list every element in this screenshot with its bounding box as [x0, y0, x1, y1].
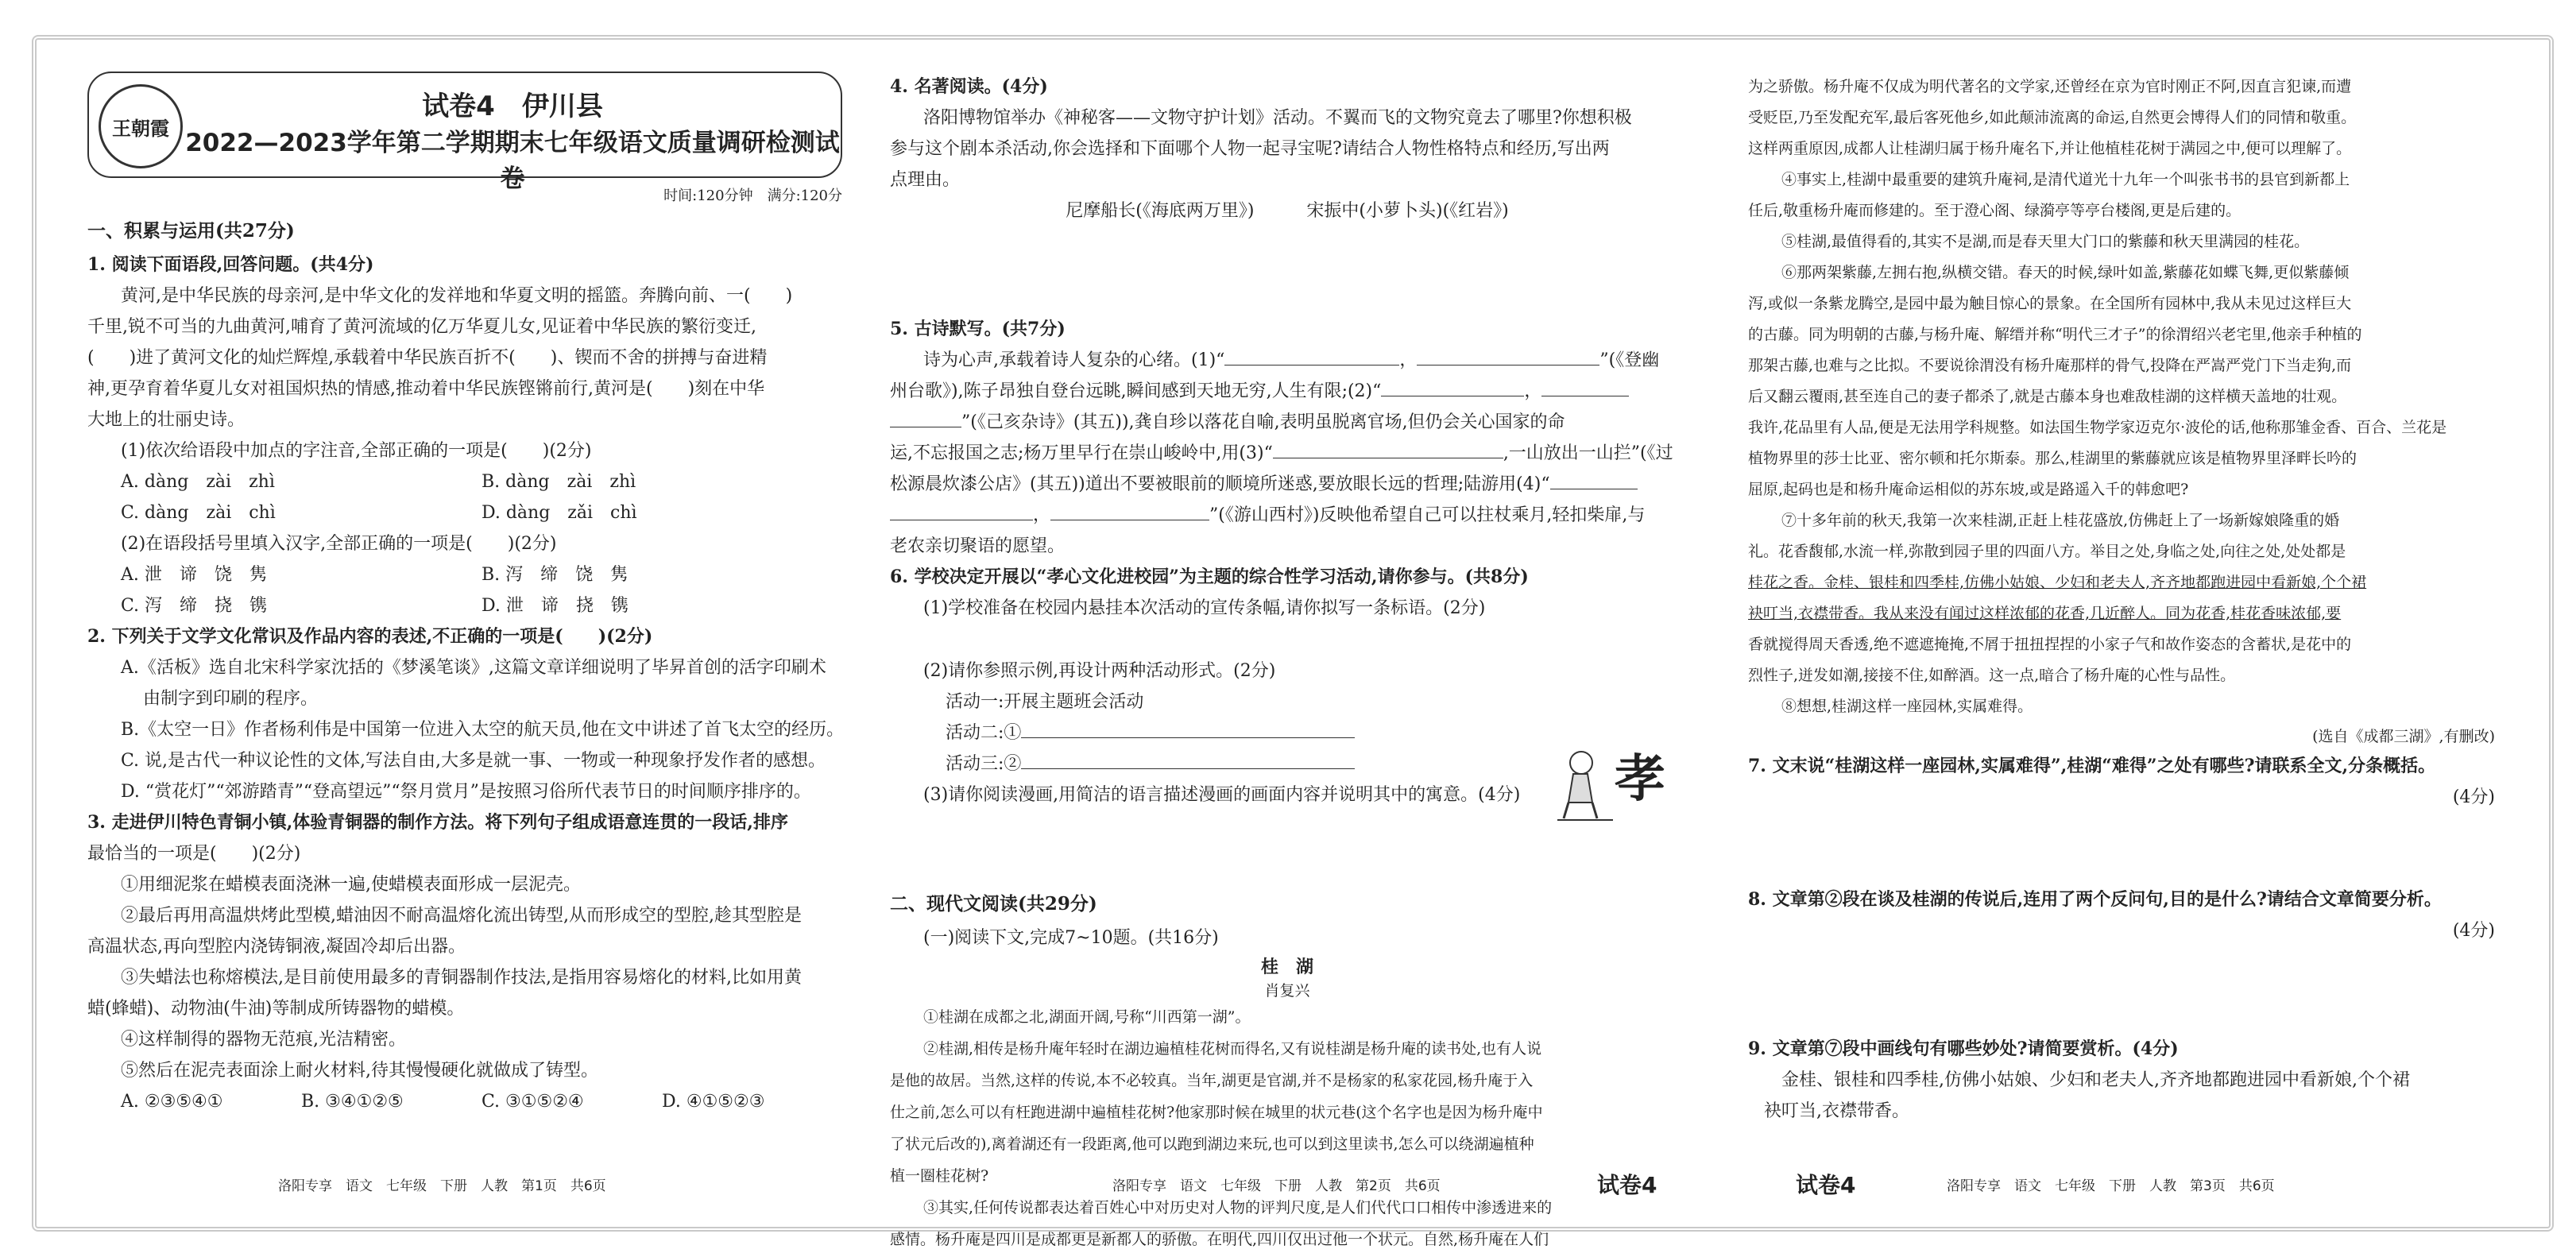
title-box: [87, 72, 842, 193]
text-line: 最恰当的一项是( )(2分): [87, 844, 301, 864]
option-item[interactable]: A. dàng zài zhì: [121, 472, 275, 492]
footer-tag: 试卷4: [1796, 1172, 1856, 1198]
q7-heading: 7. 文末说“桂湖这样一座园林,实属难得”,桂湖“难得”之处有哪些?请联系全文,分条概括。: [1748, 756, 2436, 776]
comic-character: 孝: [1615, 750, 1665, 809]
answer-space: [890, 226, 1684, 314]
q4-text: 洛阳博物馆举办《神秘客——文物守护计划》活动。不翼而飞的文物究竟去了哪里?你想积极: [923, 108, 1632, 128]
article-body: [890, 1001, 1684, 1255]
q9-heading: 9. 文章第⑦段中画线句有哪些妙处?请简要赏析。(4分): [1748, 1038, 2179, 1059]
text-line: ②最后再用高温烘烤此型模,蜡油因不耐高温熔化流出铸型,从而形成空的型腔,趁其型腔是: [121, 906, 802, 926]
activity-1: 活动一:开展主题班会活动: [946, 692, 1144, 712]
option-row: [87, 1086, 842, 1117]
question-heading: 2. 下列关于文学文化常识及作品内容的表述,不正确的一项是( )(2分): [87, 626, 653, 647]
comic-figure-body: [1568, 774, 1592, 803]
answer-space: [1748, 946, 2495, 1034]
article-line: 仕之前,怎么可以有枉跑进湖中遍植桂花树?他家那时候在城里的状元巷(这个名字也是因为杨升庵中: [890, 1104, 1543, 1121]
q8-heading: 8. 文章第②段在谈及桂湖的传说后,连用了两个反问句,目的是什么?请结合文章简要分析。: [1748, 889, 2442, 910]
exam-subtitle: 2022—2023学年第二学期期末七年级语文质量调研检测试卷: [185, 129, 840, 193]
text-line: 由制字到印刷的程序。: [143, 689, 319, 709]
article-body-continued: [1748, 72, 2495, 722]
article-line: 袂叮当,衣襟带香。我从来没有闻过这样浓郁的花香,几近醉人。同为花香,桂花香味浓郁,要: [1748, 605, 2342, 622]
comic-figure-head: [1570, 752, 1592, 774]
article-line: 任后,敬重杨升庵而修建的。至于澄心阁、绿漪亭等亭台楼阁,更是后建的。: [1748, 202, 2241, 219]
q9-quote: 金桂、银桂和四季桂,仿佛小姑娘、少妇和老夫人,齐齐地都跑进园中看新娘,个个裙: [1781, 1070, 2410, 1090]
text-line: ( )进了黄河文化的灿烂辉煌,承载着中华民族百折不( )、锲而不舍的拼搏与奋进精: [87, 348, 768, 368]
text-line: B.《太空一日》作者杨利伟是中国第一位进入太空的航天员,他在文中讲述了首飞太空的经历。: [121, 720, 845, 740]
q7-score: (4分): [2452, 787, 2495, 807]
article-line: ⑥那两架紫藤,左拥右抱,纵横交错。春天的时候,绿叶如盖,紫藤花如蝶飞舞,更似紫藤倾: [1781, 264, 2350, 281]
text-line: (2)在语段括号里填入汉字,全部正确的一项是( )(2分): [121, 534, 557, 554]
text-line: D. “赏花灯”“郊游踏青”“登高望远”“祭月赏月”是按照习俗所代表节日的时间顺序排序的。: [121, 782, 811, 802]
q5-text: 运,不忘报国之志;杨万里早行在崇山峻岭中,用(3)“: [890, 443, 1273, 463]
option-item[interactable]: C. 泻 缔 挠 镌: [121, 596, 268, 616]
q5-text: 诗为心声,承载着诗人复杂的心绪。(1)“: [923, 350, 1225, 370]
text-line: 高温状态,再向型腔内浇铸铜液,凝固冷却后出器。: [87, 937, 466, 957]
text-line: C. 说,是古代一种议论性的文体,写法自由,大多是就一事、一物或一种现象抒发作者的感想。: [121, 751, 826, 771]
footer-page-2: 洛阳专享 语文 七年级 下册 人教 第2页 共6页: [1112, 1178, 1441, 1194]
q6-heading: 6. 学校决定开展以“孝心文化进校园”为主题的综合性学习活动,请你参与。(共8分): [890, 567, 1529, 587]
text-line: ①用细泥浆在蜡模表面浇淋一遍,使蜡模表面形成一层泥壳。: [121, 875, 581, 895]
option-item[interactable]: D. dàng zǎi chì: [482, 503, 637, 523]
q6-part1: (1)学校准备在校园内悬挂本次活动的宣传条幅,请你拟写一条标语。(2分): [923, 598, 1486, 618]
footer-tag: 试卷4: [1597, 1172, 1657, 1198]
option-item[interactable]: C. dàng zài chì: [121, 503, 276, 523]
article-line: 感情。杨升庵是四川是成都更是新都人的骄傲。在明代,四川仅出过他一个状元。自然,杨升庵在人们: [890, 1231, 1549, 1248]
q4-heading: 4. 名著阅读。(4分): [890, 76, 1048, 97]
text-line: 大地上的壮丽史诗。: [87, 410, 246, 430]
q5-text: ,一山放出一山拦”(《过: [1503, 443, 1673, 463]
option-item[interactable]: C. ③①⑤②④: [482, 1092, 584, 1112]
activity-label: 活动三:②: [946, 754, 1022, 774]
article-line: 礼。花香馥郁,水流一样,弥散到园子里的四面八方。举目之处,身临之处,向往之处,处处都是: [1748, 543, 2346, 560]
text-line: 神,更孕育着华夏儿女对祖国炽热的情感,推动着中华民族铿锵前行,黄河是( )刻在中华: [87, 379, 765, 399]
option-row: [87, 466, 842, 497]
article-source: (选自《成都三湖》,有删改): [2312, 728, 2495, 745]
article-line: 烈性子,迸发如潮,接接不住,如醉酒。这一点,暗合了杨升庵的心性与品性。: [1748, 667, 2236, 684]
answer-blank[interactable]: [1021, 737, 1355, 738]
article-line: 的古藤。同为明朝的古藤,与杨升庵、解缙并称“明代三才子”的徐渭绍兴老宅里,他亲手种植的: [1748, 326, 2362, 343]
q9-quote: 袂叮当,衣襟带香。: [1764, 1101, 1909, 1121]
option-row: [87, 590, 842, 621]
q5-text: 老农亲切聚语的愿望。: [890, 536, 1066, 556]
article-line: 那架古藤,也难与之比拟。不要说徐渭没有杨升庵那样的骨气,投降在严嵩严党门下当走狗,而: [1748, 357, 2352, 374]
article-line: 香就搅得周天香透,绝不遮遮掩掩,不屑于扭扭捏捏的小家子气和故作姿态的含蓄状,是花中的: [1748, 636, 2352, 653]
text-line: 千里,锐不可当的九曲黄河,哺育了黄河流域的亿万华夏儿女,见证着中华民族的繁衍变迁,: [87, 317, 756, 337]
q4-text: 参与这个剧本杀活动,你会选择和下面哪个人物一起寻宝呢?请结合人物性格特点和经历,写出两: [890, 139, 1610, 159]
q5-text: ”(《登幽: [1599, 350, 1660, 370]
activity-label: 活动二:①: [946, 723, 1022, 743]
article-line: 植物界里的莎士比亚、密尔顿和托尔斯泰。那么,桂湖里的紫藤就应该是植物界里泽畔长吟的: [1748, 450, 2357, 467]
q5-text: 松源晨炊漆公店》(其五))道出不要被眼前的顺境所迷惑,要放眼长远的哲理;陆游用(4)“: [890, 474, 1550, 494]
column-3: [1748, 72, 2495, 1168]
article-line: ④事实上,桂湖中最重要的建筑升庵祠,是清代道光十九年一个叫张书书的县官到新都上: [1781, 171, 2350, 188]
q5-heading: 5. 古诗默写。(共7分): [890, 319, 1066, 339]
option-item[interactable]: A. 泄 谛 饶 隽: [121, 565, 267, 585]
column-1: [87, 72, 845, 1168]
q4-choices: 尼摩船长(《海底两万里》) 宋振中(小萝卜头)(《红岩》): [1066, 201, 1509, 221]
option-item[interactable]: A. ②③⑤④①: [121, 1092, 223, 1112]
section-heading: 一、积累与运用(共27分): [87, 220, 295, 242]
text-line: A.《活板》选自北宋科学家沈括的《梦溪笔谈》,这篇文章详细说明了毕昇首创的活字印刷术: [121, 658, 826, 678]
article-line: 这样两重原因,成都人让桂湖归属于杨升庵名下,并让他植桂花树于满园之中,便可以理解了。: [1748, 140, 2352, 157]
option-row: [87, 497, 842, 528]
q5-text: 州台歌》),陈子昂独自登台远眺,瞬间感到天地无穷,人生有限;(2)“: [890, 381, 1382, 401]
q5-line: [890, 438, 1684, 469]
q5-line: ， ”(《游山西村》)反映他希望自己可以拄杖乘月,轻扣柴扉,与: [890, 500, 1684, 531]
q5-text: ”(《游山西村》)反映他希望自己可以拄杖乘月,轻扣柴扉,与: [1209, 505, 1646, 525]
q6-part3: (3)请你阅读漫画,用简洁的语言描述漫画的画面内容并说明其中的寓意。(4分): [923, 785, 1521, 805]
article-line: 了状元后改的),离着湖还有一段距离,他可以跑到湖边来玩,也可以到这里读书,怎么可以绕湖遍植种: [890, 1135, 1534, 1153]
article-line: 为之骄傲。杨升庵不仅成为明代著名的文学家,还曾经在京为官时刚正不阿,因直言犯谏,而遭: [1748, 78, 2352, 95]
option-item[interactable]: D. ④①⑤②③: [662, 1092, 765, 1112]
article-line: ⑦十多年前的秋天,我第一次来桂湖,正赶上桂花盛放,仿佛赶上了一场新嫁娘隆重的婚: [1781, 512, 2340, 529]
text-line: ⑤然后在泥壳表面涂上耐火材料,待其慢慢硬化就做成了铸型。: [121, 1061, 598, 1081]
answer-space: [890, 624, 1684, 656]
subsection-heading: (一)阅读下文,完成7~10题。(共16分): [923, 928, 1219, 948]
logo: 王朝霞: [99, 84, 183, 168]
question-heading: 3. 走进伊川特色青铜小镇,体验青铜器的制作方法。将下列句子组成语意连贯的一段话,排序: [87, 812, 788, 833]
section-2-heading: 二、现代文阅读(共29分): [890, 893, 1097, 915]
q6-part2: (2)请你参照示例,再设计两种活动形式。(2分): [923, 661, 1276, 681]
text-line: (1)依次给语段中加点的字注音,全部正确的一项是( )(2分): [121, 441, 592, 461]
column-1-body: [87, 213, 845, 1117]
text-line: ③失蜡法也称熔模法,是目前使用最多的青铜器制作技法,是指用容易熔化的材料,比如用黄: [121, 968, 802, 988]
comic-figure-legs: [1564, 803, 1597, 818]
article-line: 受贬臣,乃至发配充军,最后客死他乡,如此颠沛流离的命运,自然更会博得人们的同情和敬重。: [1748, 109, 2357, 126]
article-line: 植一圈桂花树?: [890, 1167, 989, 1185]
answer-blank[interactable]: [1021, 768, 1355, 769]
option-item[interactable]: D. 泄 谛 挠 镌: [482, 596, 629, 616]
article-author: 肖复兴: [1264, 982, 1310, 1000]
option-item[interactable]: B. ③④①②⑤: [301, 1092, 404, 1112]
footer-page-3: 洛阳专享 语文 七年级 下册 人教 第3页 共6页: [1947, 1178, 2275, 1194]
answer-space: [1748, 813, 2495, 884]
q5-text: ”(《己亥杂诗》(其五)),龚自珍以落花自喻,表明虽脱离官场,但仍会关心国家的命: [961, 412, 1565, 432]
option-row: [87, 559, 842, 590]
article-line: ①桂湖在成都之北,湖面开阔,号称“川西第一湖”。: [923, 1008, 1251, 1026]
article-line: 泻,或似一条紫龙腾空,是园中最为触目惊心的景象。在全国所有园林中,我从未见过这样巨大: [1748, 295, 2352, 312]
article-line: 桂花之香。金桂、银桂和四季桂,仿佛小姑娘、少妇和老夫人,齐齐地都跑进园中看新娘,个个裙: [1748, 574, 2367, 591]
question-heading: 1. 阅读下面语段,回答问题。(共4分): [87, 254, 374, 275]
article-line: ⑧想想,桂湖这样一座园林,实属难得。: [1781, 698, 2033, 715]
q5-line: [890, 407, 1684, 438]
q8-score: (4分): [2452, 921, 2495, 941]
article-line: 是他的故居。当然,这样的传说,本不必较真。当年,湖更是官湖,并不是杨家的私家花园,杨升庵于入: [890, 1072, 1534, 1089]
text-line: ④这样制得的器物无范痕,光洁精密。: [121, 1030, 406, 1050]
text-line: 黄河,是中华民族的母亲河,是中华文化的发祥地和华夏文明的摇篮。奔腾向前、一( ): [121, 286, 793, 306]
option-item[interactable]: B. dàng zài zhì: [482, 472, 636, 492]
article-line: 我许,花品里有人品,便是无法用学科规整。如法国生物学家迈克尔·波伦的话,他称那雏金香、百合、兰花是: [1748, 419, 2447, 436]
article-line: ②桂湖,相传是杨升庵年轻时在湖边遍植桂花树而得名,又有说桂湖是杨升庵的读书处,也有人说: [923, 1040, 1542, 1058]
exam-meta: 时间:120分钟 满分:120分: [663, 188, 842, 204]
exam-title: 试卷4 伊川县: [422, 91, 603, 122]
article-title: 桂 湖: [1260, 957, 1313, 977]
article-line: ③其实,任何传说都表达着百姓心中对历史对人物的评判尺度,是人们代代口口相传中渗透进来的: [923, 1199, 1553, 1216]
q5-line: [890, 469, 1684, 500]
footer-page-1: 洛阳专享 语文 七年级 下册 人教 第1页 共6页: [278, 1178, 606, 1194]
q4-text: 点理由。: [890, 170, 961, 190]
article-line: 屈原,起码也是和杨升庵命运相似的苏东坡,或是路遥入千的韩愈吧?: [1748, 481, 2189, 498]
article-line: 后又翻云覆雨,甚至连自己的妻子都杀了,就是古藤本身也难敌桂湖的这样横天盖地的壮观。: [1748, 388, 2347, 405]
option-item[interactable]: B. 泻 缔 饶 隽: [482, 565, 629, 585]
q5-line: 诗为心声,承载着诗人复杂的心绪。(1)“ ， ”(《登幽: [923, 350, 1660, 370]
article-line: ⑤桂湖,最值得看的,其实不是湖,而是春天里大门口的紫藤和秋天里满园的桂花。: [1781, 233, 2310, 250]
comic-illustration: [1557, 739, 1669, 826]
q5-line: 州台歌》),陈子昂独自登台远眺,瞬间感到天地无穷,人生有限;(2)“ ，: [890, 376, 1684, 407]
text-line: 蜡(蜂蜡)、动物油(牛油)等制成所铸器物的蜡模。: [87, 999, 465, 1019]
